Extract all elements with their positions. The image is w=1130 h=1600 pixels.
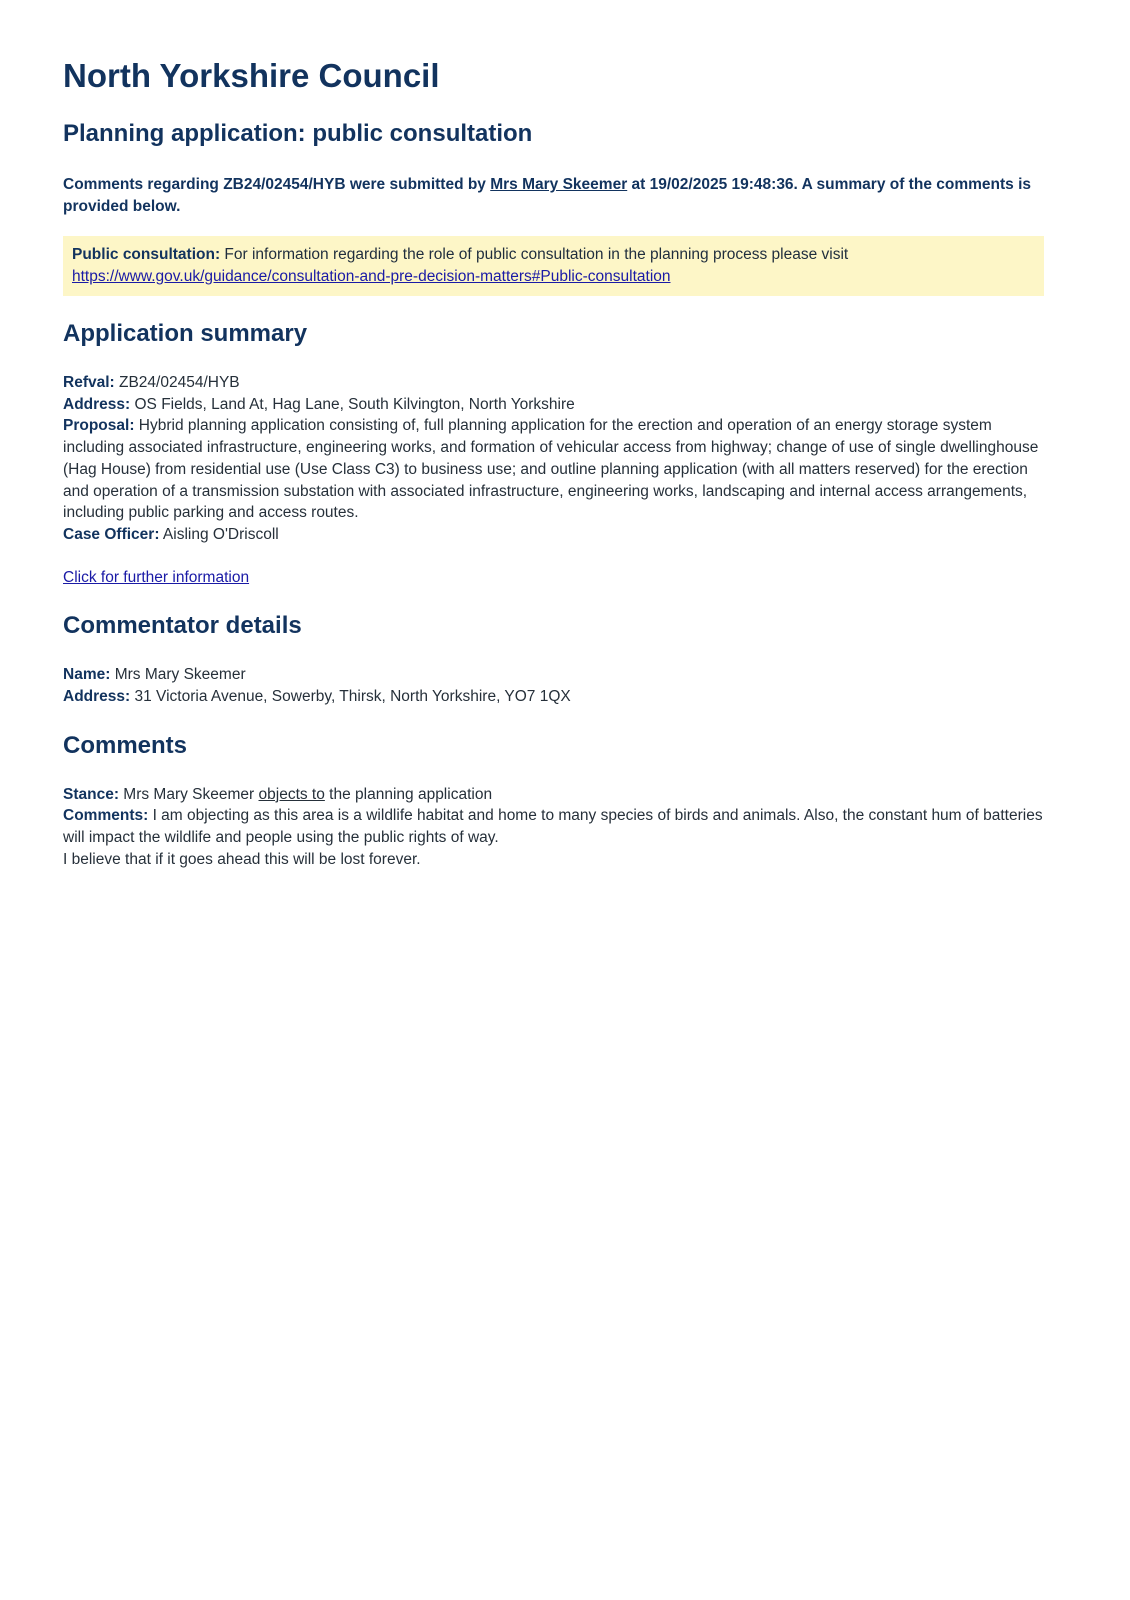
comments-text-second-line: I believe that if it goes ahead this will be lost forever.	[63, 850, 421, 868]
stance-prefix: Mrs Mary Skeemer	[119, 785, 259, 803]
commentator-address-value: 31 Victoria Avenue, Sowerby, Thirsk, North Yorkshire, YO7 1QX	[130, 688, 571, 706]
commentator-details	[63, 664, 1044, 707]
council-title: North Yorkshire Council	[63, 57, 440, 94]
stance-objects-to: objects to	[258, 785, 325, 803]
commenter-name-link[interactable]: Mrs Mary Skeemer	[490, 176, 628, 193]
submission-intro	[63, 174, 1044, 217]
comments-label: Comments:	[63, 807, 149, 825]
stance-suffix: the planning application	[324, 785, 493, 803]
application-summary-heading: Application summary	[63, 320, 308, 347]
case-officer-label: Case Officer:	[63, 525, 160, 543]
commentator-name-label: Name:	[63, 666, 111, 684]
stance-label: Stance:	[63, 785, 119, 803]
proposal-row	[63, 415, 1044, 524]
commentator-address-row	[63, 686, 1044, 708]
application-summary	[63, 372, 1044, 546]
intro-prefix: Comments regarding ZB24/02454/HYB were submitted by	[63, 176, 491, 193]
commentator-name-row	[63, 664, 1044, 686]
intro-suffix: at 19/02/2025 19:48:36. A summary of the comments is provided below.	[63, 176, 1031, 215]
consultation-guidance-link[interactable]: https://www.gov.uk/guidance/consultation-and-pre-decision-matters#Public-consultation	[72, 267, 671, 285]
comments-text: I am objecting as this area is a wildlife habitat and home to many species of birds and animals. Also, the constant hum of batteries will impact the wildlife and people using the public rights of way.	[63, 807, 1043, 847]
proposal-value: Hybrid planning application consisting of, full planning application for the erection and operation of an energy storage system including associated infrastructure, engineering works, and formation of vehicular access from highway; change of use of single dwellinghouse (Hag House) from residential use (Use Class C3) to business use; and outline planning application (with all matters reserved) for the erection and operation of a transmission substation with associated infrastructure, engineering works, landscaping and internal access arrangements, including public parking and access routes.	[63, 417, 1039, 522]
public-consultation-notice	[63, 236, 1044, 296]
refval-row	[63, 372, 1044, 394]
refval-value: ZB24/02454/HYB	[114, 374, 240, 391]
address-value: OS Fields, Land At, Hag Lane, South Kilvington, North Yorkshire	[130, 395, 575, 413]
refval-label: Refval:	[63, 374, 115, 391]
stance-row	[63, 784, 1044, 806]
commentator-name-value: Mrs Mary Skeemer	[110, 666, 246, 684]
comments-heading: Comments	[63, 731, 188, 759]
comments-block	[63, 784, 1044, 871]
proposal-label: Proposal:	[63, 417, 135, 435]
notice-text: For information regarding the role of public consultation in the planning process please visit	[220, 246, 849, 263]
address-label: Address:	[63, 395, 131, 413]
case-officer-row	[63, 524, 1044, 546]
comments-row	[63, 805, 1044, 848]
commentator-details-heading: Commentator details	[63, 612, 302, 640]
address-row	[63, 394, 1044, 416]
commentator-address-label: Address:	[63, 688, 131, 706]
notice-label: Public consultation:	[72, 246, 221, 263]
case-officer-value: Aisling O'Driscoll	[159, 525, 279, 543]
further-information-row	[63, 567, 1044, 589]
further-information-link[interactable]: Click for further information	[63, 568, 250, 586]
page-title: Planning application: public consultation	[63, 120, 533, 147]
